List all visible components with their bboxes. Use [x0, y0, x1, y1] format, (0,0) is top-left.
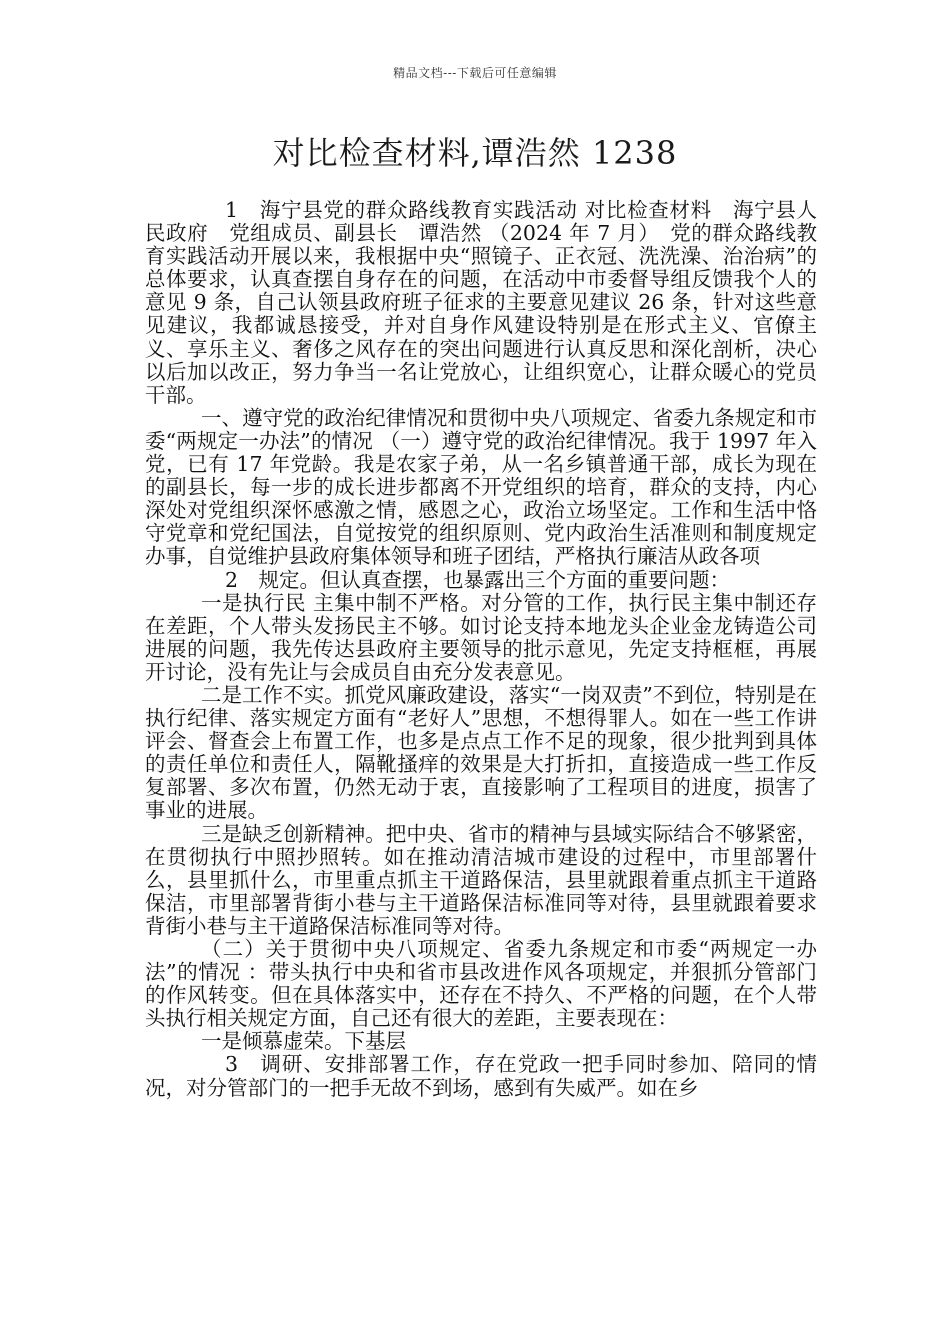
paragraph: （二）关于贯彻中央八项规定、省委九条规定和市委“两规定一办法”的情况 ：带头执行中央和省市县改进作风各项规定，并狠抓分管部门的作风转变。但在具体落实中，还存在不持久、不严格的问题，在个人带头执行相关规定方面，自己还有很大的差距，主要表现在：: [145, 937, 817, 1031]
document-body: [145, 199, 817, 1100]
paragraph: 2 规定。但认真查摆，也暴露出三个方面的重要问题：: [225, 567, 731, 592]
paragraph: 一是倾慕虚荣。下基层: [201, 1029, 406, 1054]
paragraph: 3 调研、安排部署工作，存在党政一把手同时参加、陪同的情况，对分管部门的一把手无故不到场，感到有失威严。如在乡: [145, 1052, 817, 1100]
header-note: 精品文档---下载后可任意编辑: [393, 66, 557, 80]
paragraph: 二是工作不实。抓党风廉政建设，落实“一岗双责”不到位，特别是在执行纪律、落实规定方面有“老好人”思想，不想得罪人。如在一些工作讲评会、督查会上布置工作，也多是点点工作不足的现象，很少批判到具体的责任单位和责任人，隔靴搔痒的效果是大打折扣，直接造成一些工作反复部署、多次布置，仍然无动于衷，直接影响了工程项目的进度，损害了事业的进展。: [145, 682, 817, 823]
paragraph: 一是执行民 主集中制不严格。对分管的工作，执行民主集中制还存在差距，个人带头发扬民主不够。如讨论支持本地龙头企业金龙铸造公司进展的问题，我先传达县政府主要领导的批示意见，先定支持框框，再展开讨论，没有先让与会成员自由充分发表意见。: [145, 590, 817, 684]
paragraph: 一、遵守党的政治纪律情况和贯彻中央八项规定、省委九条规定和市委“两规定一办法”的情况 （一）遵守党的政治纪律情况。我于 1997 年入党，已有 17 年党龄。我是农家子弟，从一名乡镇普通干部，成长为现在的副县长，每一步的成长进步都离不开党组织的培育，群众的支持，内心深处对党组织深怀感激之情，感恩之心，政治立场坚定。工作和生活中恪守党章和党纪国法，自觉按党的组织原则、党内政治生活准则和制度规定办事，自觉维护县政府集体领导和班子团结，严格执行廉洁从政各项: [145, 405, 817, 569]
paragraph: 1 海宁县党的群众路线教育实践活动 对比检查材料 海宁县人民政府 党组成员、副县长 谭浩然 （2024 年 7 月） 党的群众路线教育实践活动开展以来，我根据中央“照镜子、正衣冠、洗洗澡、治治病”的总体要求，认真查摆自身存在的问题，在活动中市委督导组反馈我个人的意见 9 条，自己认领县政府班子征求的主要意见建议 26 条，针对这些意见建议，我都诚恳接受，并对自身作风建设特别是在形式主义、官僚主义、享乐主义、奢侈之风存在的突出问题进行认真反思和深化剖析，决心以后加以改正，努力争当一名让党放心，让组织宽心，让群众暖心的党员干部。: [145, 198, 817, 407]
paragraph: 三是缺乏创新精神。把中央、省市的精神与县域实际结合不够紧密，在贯彻执行中照抄照转。如在推动清洁城市建设的过程中，市里部署什么，县里抓什么，市里重点抓主干道路保洁，县里就跟着重点抓主干道路保洁，市里部署背街小巷与主干道路保洁标准同等对待，县里就跟着要求背街小巷与主干道路保洁标准同等对待。: [145, 821, 817, 938]
document-title: 对比检查材料,谭浩然 1238: [272, 134, 678, 172]
